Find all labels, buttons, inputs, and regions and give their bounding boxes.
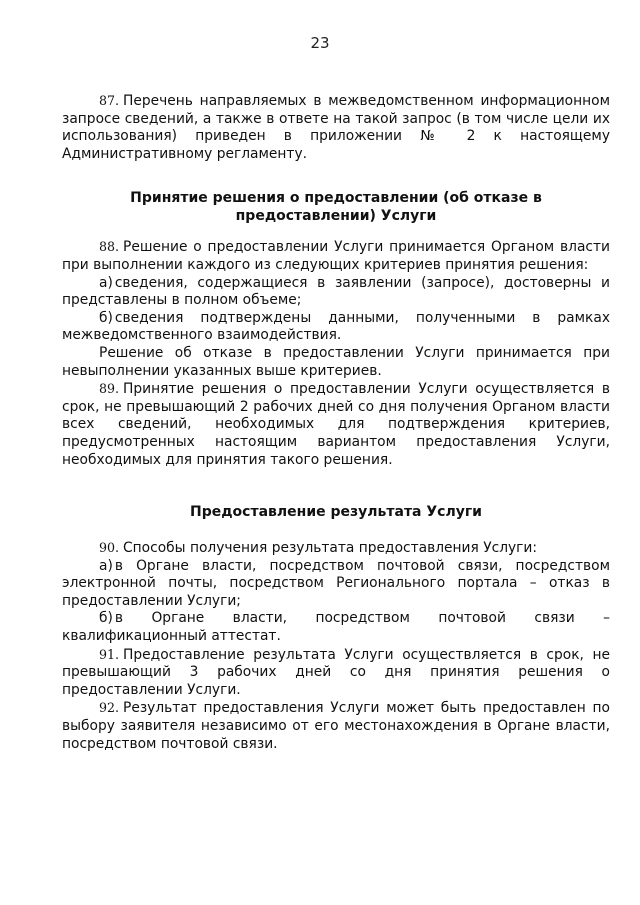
list-item-90-b — [62, 610, 610, 645]
list-item-text: сведения, содержащиеся в заявлении (запросе), достоверны и представлены в полном объеме; — [62, 274, 610, 309]
paragraph-text: Способы получения результата предоставления Услуги: — [123, 540, 538, 557]
paragraph-text: Перечень направляемых в межведомственном информационном запросе сведений, а также в ответе на такой запрос (в том числе цели их использования) приведен в приложении № 2 к настоящему Административному регламенту. — [62, 93, 610, 162]
list-item-label: а) — [99, 557, 113, 574]
paragraph-89 — [62, 380, 610, 469]
paragraph-text: Принятие решения о предоставлении Услуги осуществляется в срок, не превышающий 2 рабочих дней со дня получения Органом власти всех сведений, необходимых для подтверждения критериев, предусмотренных настоящим вариантом предоставления Услуги, необходимых для принятия такого решения. — [62, 381, 610, 468]
list-item-label: а) — [99, 274, 113, 291]
list-item-88-a — [62, 275, 610, 310]
list-item-text: в Органе власти, посредством почтовой связи, посредством электронной почты, посредством Регионального портала – отказ в предоставлении Услуги; — [62, 557, 610, 609]
paragraph-91 — [62, 646, 610, 700]
paragraph-number: 90. — [99, 540, 120, 556]
paragraph-number: 87. — [99, 93, 120, 108]
paragraph-88-refusal: Решение об отказе в предоставлении Услуги принимается при невыполнении указанных выше критериев. — [62, 344, 610, 379]
page-number: 23 — [310, 34, 330, 52]
paragraph-text: Предоставление результата Услуги осуществляется в срок, не превышающий 3 рабочих дней со дня принятия решения о предоставлении Услуги. — [62, 646, 610, 698]
list-item-text: сведения подтверждены данными, полученными в рамках межведомственного взаимодействия. — [62, 309, 610, 344]
section-heading-decision: Принятие решения о предоставлении (об отказе в предоставлении) Услуги — [130, 190, 542, 225]
paragraph-number: 92. — [99, 700, 120, 716]
paragraph-88 — [62, 238, 610, 274]
list-item-label: б) — [99, 610, 113, 627]
paragraph-text: Решение о предоставлении Услуги принимается Органом власти при выполнении каждого из следующих критериев принятия решения: — [62, 239, 610, 273]
list-item-88-b — [62, 310, 610, 345]
list-item-label: б) — [99, 309, 113, 326]
list-item-90-a — [62, 558, 610, 611]
paragraph-87 — [62, 92, 610, 163]
paragraph-text: Результат предоставления Услуги может быть предоставлен по выбору заявителя независимо от его местонахождения в Органе власти, посредством почтовой связи. — [62, 700, 610, 752]
paragraph-number: 91. — [99, 646, 120, 662]
paragraph-92 — [62, 699, 610, 753]
section-heading-result: Предоставление результата Услуги — [190, 504, 482, 521]
paragraph-number: 88. — [99, 239, 120, 255]
document-body — [62, 92, 610, 753]
paragraph-90 — [62, 539, 610, 558]
paragraph-number: 89. — [99, 381, 120, 397]
list-item-text: в Органе власти, посредством почтовой связи – квалификационный аттестат. — [62, 610, 610, 645]
